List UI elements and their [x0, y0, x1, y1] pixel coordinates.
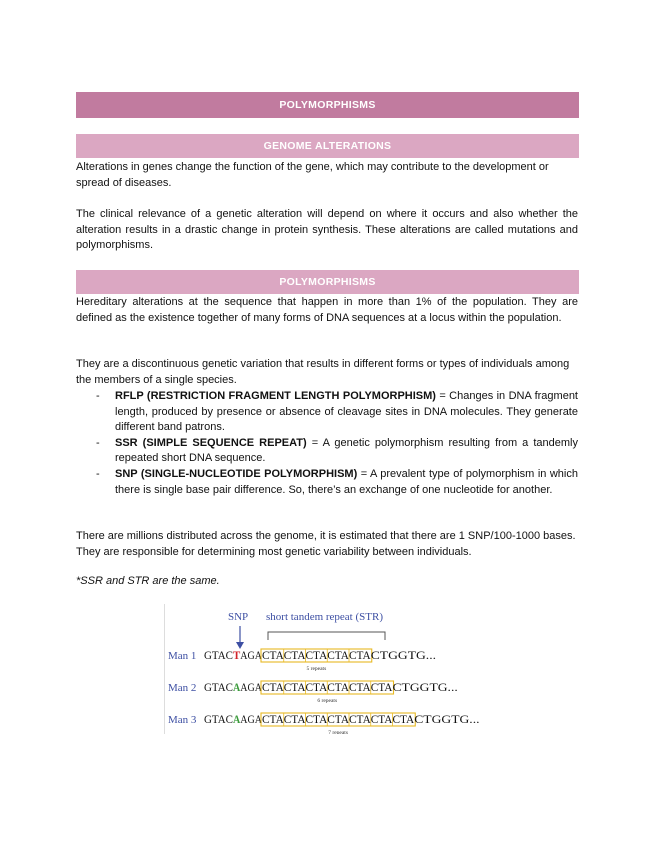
snp-base: A: [233, 682, 241, 694]
repeat-sequence: CTACTACTACTACTA: [262, 650, 372, 662]
list-dash: -: [96, 390, 100, 402]
str-bracket-icon: [268, 632, 385, 640]
section-polymorphisms-banner: [76, 270, 579, 294]
repeat-count-label: 6 repeats: [317, 698, 338, 704]
repeat-sequence: CTACTACTACTACTACTACTA: [262, 714, 415, 726]
sequence-middle: AGA: [240, 682, 263, 694]
page-title-banner: [76, 92, 579, 118]
sequence-suffix: CTGGTG...: [370, 650, 437, 662]
list-item-rflp: [76, 389, 578, 436]
row-label: Man 1: [168, 650, 197, 662]
snp-distribution-paragraph: There are millions distributed across the genome, it is estimated that there are 1 SNP/100-1000 bases. They are responsible for determining most genetic variability between individuals.: [76, 530, 576, 558]
snp-label: SNP: [228, 611, 249, 623]
row-label: Man 2: [168, 682, 197, 694]
sequence-prefix: GTAC: [204, 650, 234, 662]
term-rflp: RFLP (RESTRICTION FRAGMENT LENGTH POLYMORPHISM): [115, 390, 436, 402]
definition-rflp: = Changes in DNA fragment length, produced by presence or absence of cleavage sites in DNA molecules. They generate different band patrons.: [115, 390, 578, 434]
list-item-ssr: [76, 436, 578, 467]
snp-str-figure: [164, 604, 500, 734]
sequence-prefix: GTAC: [204, 714, 234, 726]
snp-arrow-head-icon: [236, 642, 244, 649]
figure-rows: [168, 649, 480, 734]
genome-alterations-paragraph-1: Alterations in genes change the function of the gene, which may contribute to the development or spread of diseases.: [76, 161, 549, 189]
repeat-count-label: 7 repeats: [328, 730, 348, 734]
row-label: Man 3: [168, 714, 197, 726]
list-dash: -: [96, 436, 100, 449]
repeat-sequence: CTACTACTACTACTACTA: [262, 682, 394, 694]
snp-base: A: [233, 714, 241, 726]
polymorphisms-paragraph-2: They are a discontinuous genetic variation that results in different forms or types of individuals among the members of a single species.: [76, 358, 570, 386]
page-title: POLYMORPHISMS: [279, 99, 376, 111]
sequence-middle: AGA: [240, 714, 263, 726]
term-snp: SNP (SINGLE-NUCLEOTIDE POLYMORPHISM): [115, 467, 358, 480]
section-title: POLYMORPHISMS: [279, 276, 376, 288]
list-item-snp: [76, 467, 578, 498]
sequence-middle: AGA: [240, 650, 263, 662]
sequence-suffix: CTGGTG...: [392, 682, 458, 694]
polymorphisms-paragraph-1: Hereditary alterations at the sequence that happen in more than 1% of the population. They are defined as the existence together of many forms of DNA sequences at a locus within the population.: [76, 296, 578, 324]
str-label: short tandem repeat (STR): [266, 611, 383, 623]
term-ssr: SSR (SIMPLE SEQUENCE REPEAT): [115, 436, 307, 449]
definition-ssr: = A genetic polymorphism resulting from a tandemly repeated short DNA sequence.: [115, 436, 578, 465]
ssr-str-note: *SSR and STR are the same.: [76, 575, 220, 587]
list-dash: -: [96, 467, 100, 480]
definition-snp: = A prevalent type of polymorphism in which there is single base pair difference. So, there’s an exchange of one nucleotide for another.: [115, 467, 578, 496]
sequence-suffix: CTGGTG...: [414, 714, 480, 726]
section-title: GENOME ALTERATIONS: [263, 140, 392, 152]
section-genome-alterations-banner: [76, 134, 579, 158]
snp-base: T: [233, 650, 241, 662]
repeat-count-label: 5 repeats: [306, 666, 327, 672]
polymorphism-types-list: [76, 389, 578, 498]
sequence-prefix: GTAC: [204, 682, 234, 694]
genome-alterations-paragraph-2: The clinical relevance of a genetic alteration will depend on where it occurs and also whether the alteration results in a drastic change in protein synthesis. These alterations are called mutations and polymorphisms.: [76, 208, 578, 252]
